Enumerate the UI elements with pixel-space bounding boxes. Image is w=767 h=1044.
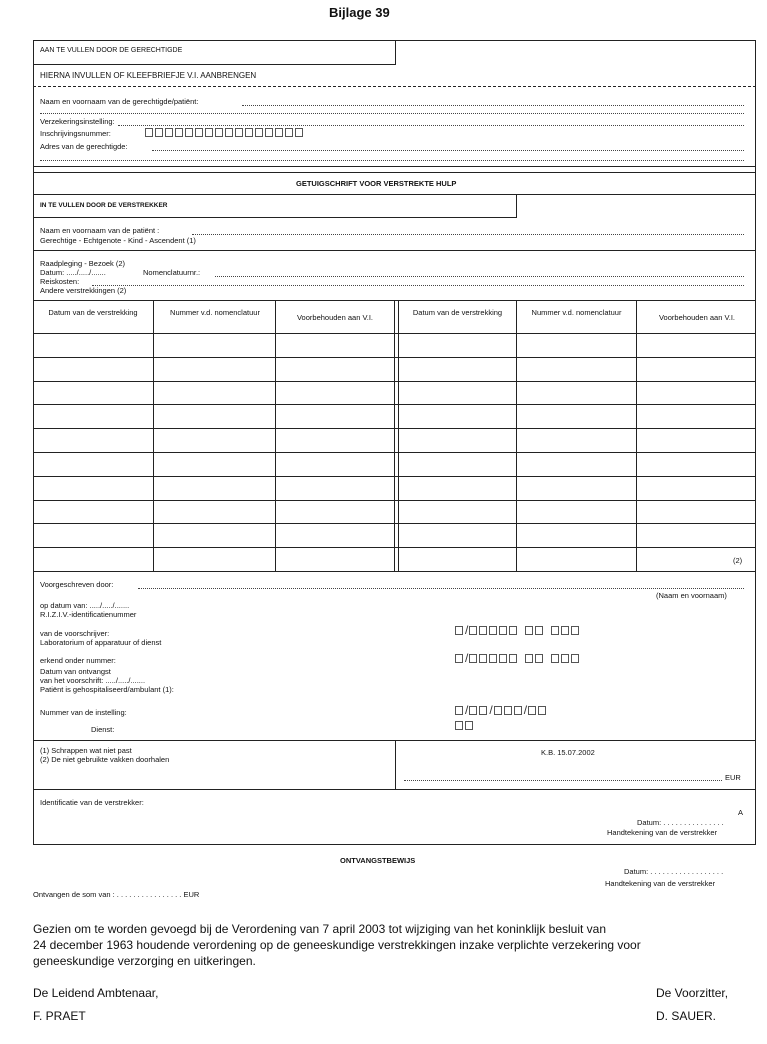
prescribed-by-label: Voorgeschreven door: [40, 580, 114, 589]
other-services-label[interactable]: Andere verstrekkingen (2) [40, 286, 127, 295]
address-field[interactable] [152, 150, 744, 151]
left-signatory-title: De Leidend Ambtenaar, [33, 986, 159, 1000]
col-header-reserved-2: Voorbehouden aan V.I. [658, 313, 736, 322]
place-suffix: A [738, 808, 744, 817]
nomenclature-label: Nomenclatuurnr.: [143, 268, 201, 277]
riziv-label: R.I.Z.I.V.-identificatienummer [40, 610, 137, 619]
prescription-date-label: van het voorschrift: ...../...../....... [40, 676, 146, 685]
heading-underline [33, 64, 396, 65]
consult-visit-label[interactable]: Raadpleging - Bezoek (2) [40, 259, 126, 268]
received-sum-field[interactable]: Ontvangen de som van : . . . . . . . . . . . . . . . . EUR [33, 890, 200, 899]
annex-title: Bijlage 39 [329, 5, 390, 20]
patient-name-field[interactable] [192, 234, 744, 235]
service-label: Dienst: [91, 725, 115, 734]
lab-label: Laboratorium of apparatuur of dienst [40, 638, 162, 647]
registration-label: Inschrijvingsnummer: [40, 129, 111, 138]
col-header-reserved-1: Voorbehouden aan V.I. [296, 313, 374, 322]
beneficiary-heading: AAN TE VULLEN DOOR DE GERECHTIGDE [40, 47, 183, 54]
address-label: Adres van de gerechtigde: [40, 142, 128, 151]
provider-heading-underline [33, 217, 517, 218]
receipt-title: ONTVANGSTBEWIJS [340, 856, 416, 865]
nomenclature-field[interactable] [215, 276, 744, 277]
insurer-label: Verzekeringsinstelling: [40, 117, 115, 126]
provider-signature-label: Handtekening van de verstrekker [607, 828, 718, 837]
address-field-2[interactable] [40, 160, 744, 161]
section-divider-1 [33, 166, 756, 167]
name-hint: (Naam en voornaam) [656, 591, 727, 600]
currency-label: EUR [725, 773, 741, 782]
sticker-dashed-line [33, 86, 756, 87]
beneficiary-name-field-2[interactable] [40, 113, 744, 114]
travel-costs-label: Reiskosten: [40, 277, 80, 286]
note-2: (2) De niet gebruikte vakken doorhalen [40, 755, 170, 764]
approval-number-boxes[interactable]: / [455, 653, 581, 663]
hospitalized-label[interactable]: Patiënt is gehospitaliseerd/ambulant (1): [40, 685, 174, 694]
receipt-signature-label: Handtekening van de verstrekker [605, 879, 716, 888]
beneficiary-name-label: Naam en voornaam van de gerechtigde/patiënt: [40, 97, 199, 106]
certificate-title: GETUIGSCHRIFT VOOR VERSTREKTE HULP [296, 179, 457, 188]
section-divider-6 [33, 789, 756, 790]
approved-label: erkend onder nummer: [40, 656, 116, 665]
insurer-field[interactable] [118, 125, 744, 126]
service-boxes[interactable] [455, 721, 475, 730]
right-signatory-name: D. SAUER. [656, 1009, 717, 1023]
heading-divider [395, 40, 396, 64]
decree-line-2: 24 december 1963 houdende verordening op de geneeskundige verstrekkingen inzake verplichte verzekering voor [33, 938, 641, 952]
on-date-label: op datum van: ...../...../....... [40, 601, 130, 610]
amount-field[interactable] [404, 780, 722, 781]
receipt-date-label: Datum van ontvangst [40, 667, 111, 676]
provider-heading: IN TE VULLEN DOOR DE VERSTREKKER [40, 202, 168, 209]
section-divider-3 [33, 194, 756, 195]
last-row-note: (2) [733, 556, 743, 565]
institution-label: Nummer van de instelling: [40, 708, 127, 717]
beneficiary-name-field[interactable] [242, 105, 744, 106]
institution-number-boxes[interactable]: / / / [455, 705, 548, 715]
receipt-date-field[interactable]: Datum: . . . . . . . . . . . . . . . . . . [624, 867, 724, 876]
right-signatory-title: De Voorzitter, [656, 986, 729, 1000]
section-divider-4 [33, 250, 756, 251]
riziv-number-boxes[interactable]: / [455, 625, 581, 635]
col-header-nomenclature-2: Nummer v.d. nomenclatuur [531, 308, 622, 317]
patient-type-options[interactable]: Gerechtige - Echtgenote - Kind - Ascendent (1) [40, 236, 196, 245]
note-1: (1) Schrappen wat niet past [40, 746, 132, 755]
decree-line-3: geneeskundige verzorging en uitkeringen. [33, 954, 256, 968]
provider-date-field[interactable]: Datum: . . . . . . . . . . . . . . . [637, 818, 724, 827]
left-signatory-name: F. PRAET [33, 1009, 86, 1023]
services-table-grid [33, 300, 756, 572]
sticker-note: HIERNA INVULLEN OF KLEEFBRIEFJE V.I. AANBRENGEN [40, 71, 257, 80]
col-header-date-2: Datum van de verstrekking [412, 308, 503, 317]
travel-costs-field[interactable] [92, 285, 744, 286]
decree-line-1: Gezien om te worden gevoegd bij de Verordening van 7 april 2003 tot wijziging van het koninklijk besluit van [33, 922, 607, 936]
service-date-label: Datum: ...../...../....... [40, 268, 106, 277]
col-header-date-1: Datum van de verstrekking [48, 308, 138, 317]
prescribed-by-field[interactable] [138, 588, 744, 589]
notes-divider [395, 740, 396, 789]
col-header-nomenclature-1: Nummer v.d. nomenclatuur [170, 308, 260, 317]
section-divider-2 [33, 172, 756, 173]
registration-number-boxes[interactable] [145, 128, 305, 137]
provider-id-label: Identificatie van de verstrekker: [40, 798, 144, 807]
patient-name-label: Naam en voornaam van de patiënt : [40, 226, 160, 235]
royal-decree-label: K.B. 15.07.2002 [541, 748, 595, 757]
provider-heading-divider [516, 194, 517, 217]
prescriber-label: van de voorschrijver: [40, 629, 110, 638]
